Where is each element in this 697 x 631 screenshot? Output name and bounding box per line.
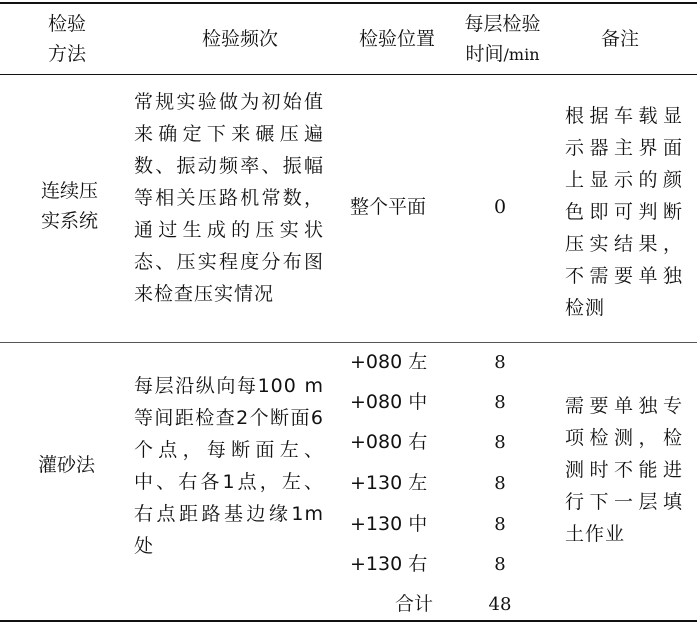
header-method: 检验 方法 xyxy=(47,13,86,65)
row1-time: 0 xyxy=(493,196,507,218)
list-item-time: 8 xyxy=(494,392,506,413)
header-bottom-rule xyxy=(0,74,697,75)
table-bottom-rule xyxy=(0,620,697,622)
table-top-rule xyxy=(0,2,697,4)
list-item-time: 8 xyxy=(494,352,506,373)
list-item xyxy=(345,347,545,378)
list-item-time: 8 xyxy=(494,514,506,535)
total-value: 48 xyxy=(488,594,512,615)
row1-note: 根据车载显示器主界面上显示的颜色即可判断压实结果，不需要单独检测 xyxy=(565,105,683,319)
header-note: 备注 xyxy=(600,28,639,50)
row1-frequency: 常规实验做为初始值来确定下来碾压遍数、振动频率、振幅等相关压路机常数，通过生成的压实状态、压实程度分布图来检查压实情况 xyxy=(134,91,324,305)
total-label: 合计 xyxy=(395,593,434,615)
total-row xyxy=(345,589,545,620)
row2-frequency: 每层沿纵向每100 m等间距检查2个断面6个点，每断面左、中、右各1点，左、右点距路基边缘1m处 xyxy=(134,375,324,557)
row2-method: 灌砂法 xyxy=(38,454,96,476)
list-item-position: +080 左 xyxy=(350,351,428,373)
list-item-position: +130 左 xyxy=(350,472,428,494)
list-item xyxy=(345,468,545,499)
list-item-position: +130 中 xyxy=(350,513,428,535)
list-item xyxy=(345,387,545,418)
header-time-label: 每层检验 时间 xyxy=(464,13,541,65)
header-time-unit: /min xyxy=(503,45,540,64)
list-item-position: +080 右 xyxy=(350,431,428,453)
header-time xyxy=(450,9,555,70)
row-separator-rule xyxy=(0,342,697,343)
list-item xyxy=(345,549,545,580)
list-item-time: 8 xyxy=(494,473,506,494)
row1-method: 连续压 实系统 xyxy=(40,180,98,232)
list-item-position: +080 中 xyxy=(350,391,428,413)
row2-note: 需要单独专项检测，检测时不能进行下一层填土作业 xyxy=(565,395,683,545)
list-item-position: +130 右 xyxy=(350,553,428,575)
list-item-time: 8 xyxy=(494,432,506,453)
list-item-time: 8 xyxy=(494,554,506,575)
header-frequency: 检验频次 xyxy=(201,28,278,50)
list-item xyxy=(345,509,545,540)
row1-position: 整个平面 xyxy=(350,196,427,218)
list-item xyxy=(345,427,545,458)
header-position: 检验位置 xyxy=(358,28,435,50)
